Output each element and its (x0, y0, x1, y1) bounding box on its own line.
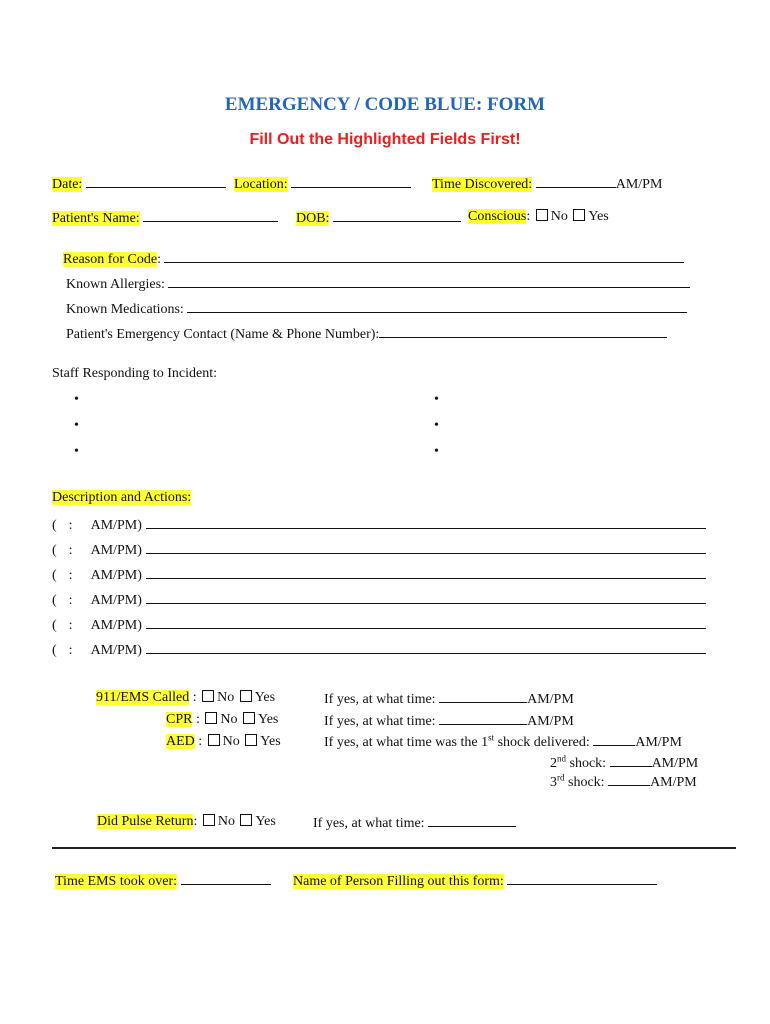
pulse-colon: : (193, 814, 198, 829)
date-row (52, 175, 226, 193)
aed-colon: : (198, 734, 203, 749)
aed-shock-prefix: If yes, at what time was the 1 (324, 735, 489, 750)
time-row-open: ( (52, 543, 57, 558)
location-label: Location: (234, 177, 288, 192)
ems-called-no-checkbox[interactable] (202, 690, 214, 702)
pulse-no-label: No (217, 814, 235, 829)
pulse-yes-checkbox[interactable] (240, 814, 252, 826)
time-row (52, 541, 706, 559)
date-field[interactable] (86, 175, 226, 188)
time-row-separator: : (68, 618, 73, 633)
ems-time-ampm: AM/PM (527, 692, 574, 707)
time-discovered-ampm: AM/PM (615, 177, 663, 192)
ems-called-colon: : (192, 690, 197, 705)
aed-shock-suffix: shock delivered: (497, 735, 590, 750)
aed-no-label: No (222, 734, 240, 749)
pulse-time-label: If yes, at what time: (313, 816, 425, 831)
time-row-open: ( (52, 618, 57, 633)
dob-label: DOB: (296, 211, 330, 226)
cpr-no-checkbox[interactable] (205, 712, 217, 724)
aed-yes-label: Yes (260, 734, 281, 749)
reason-field[interactable] (164, 250, 684, 263)
ems-called-row (96, 690, 275, 706)
time-row-field[interactable] (146, 641, 706, 654)
pulse-row (97, 814, 276, 830)
cpr-label: CPR (166, 712, 193, 727)
time-ems-row (55, 872, 271, 890)
second-shock-nd: nd (557, 753, 566, 764)
cpr-time-label: If yes, at what time: (324, 714, 436, 729)
pulse-yes-label: Yes (255, 814, 276, 829)
conscious-yes-label: Yes (588, 209, 609, 224)
location-row (234, 175, 411, 193)
cpr-time-field[interactable] (439, 712, 527, 725)
time-row-field[interactable] (146, 566, 706, 579)
pulse-time-field[interactable] (428, 814, 516, 827)
time-row-ampm: AM/PM) (90, 518, 142, 533)
third-shock-field[interactable] (608, 773, 650, 786)
medications-row (66, 300, 687, 318)
second-shock-row (550, 754, 698, 772)
time-row-separator: : (68, 543, 73, 558)
ems-called-yes-label: Yes (254, 690, 276, 705)
allergies-label: Known Allergies: (66, 277, 165, 292)
second-shock-ampm: AM/PM (651, 756, 699, 771)
first-shock-field[interactable] (593, 733, 635, 746)
time-row-field[interactable] (146, 516, 706, 529)
cpr-yes-label: Yes (257, 712, 279, 727)
form-subtitle: Fill Out the Highlighted Fields First! (249, 131, 521, 148)
name-person-row (293, 872, 657, 890)
pulse-no-checkbox[interactable] (203, 814, 215, 826)
time-row-open: ( (52, 568, 57, 583)
time-row (52, 566, 706, 584)
third-shock-ampm: AM/PM (650, 775, 697, 790)
section-divider (52, 847, 736, 849)
aed-yes-checkbox[interactable] (245, 734, 257, 746)
aed-label: AED (166, 734, 195, 749)
time-row-open: ( (52, 518, 57, 533)
dob-row (296, 209, 461, 227)
conscious-yes-checkbox[interactable] (573, 209, 585, 221)
description-label (52, 490, 191, 506)
emergency-contact-row (66, 325, 667, 343)
first-shock-ampm: AM/PM (635, 735, 682, 750)
pulse-label: Did Pulse Return (97, 814, 194, 829)
second-shock-number: 2 (550, 756, 557, 771)
allergies-row (66, 275, 690, 293)
dob-field[interactable] (333, 209, 461, 222)
emergency-contact-field[interactable] (379, 325, 667, 338)
aed-row (166, 734, 281, 750)
time-row-separator: : (68, 593, 73, 608)
time-ems-field[interactable] (181, 872, 271, 885)
emergency-contact-label: Patient's Emergency Contact (Name & Phone Number): (66, 327, 380, 342)
description-label-text: Description and Actions: (52, 490, 192, 505)
date-label: Date: (52, 177, 83, 192)
time-row-separator: : (68, 568, 73, 583)
staff-bullet: • (74, 444, 79, 459)
time-row-separator: : (68, 518, 73, 533)
location-field[interactable] (291, 175, 411, 188)
time-row-open: ( (52, 593, 57, 608)
pulse-time-row (313, 814, 516, 832)
staff-bullet: • (434, 418, 439, 433)
form-title: EMERGENCY / CODE BLUE: FORM (224, 94, 546, 115)
conscious-no-checkbox[interactable] (536, 209, 548, 221)
patient-name-label: Patient's Name: (52, 211, 140, 226)
time-row (52, 616, 706, 634)
cpr-row (166, 712, 278, 728)
time-ems-label: Time EMS took over: (55, 874, 177, 889)
medications-label: Known Medications: (66, 302, 184, 317)
ems-called-no-label: No (217, 690, 235, 705)
time-row-field[interactable] (146, 616, 706, 629)
time-row (52, 516, 706, 534)
conscious-colon: : (526, 209, 531, 224)
allergies-field[interactable] (168, 275, 690, 288)
time-row (52, 591, 706, 609)
time-row-ampm: AM/PM) (90, 643, 142, 658)
time-row-field[interactable] (146, 541, 706, 554)
reason-colon: : (157, 252, 161, 267)
reason-row (63, 250, 684, 268)
second-shock-label: shock: (569, 756, 607, 771)
ems-time-label: If yes, at what time: (324, 692, 436, 707)
cpr-colon: : (195, 712, 200, 727)
aed-shock-row (324, 733, 682, 751)
time-row-separator: : (68, 643, 73, 658)
third-shock-label: shock: (568, 775, 605, 790)
ems-time-field[interactable] (439, 690, 527, 703)
staff-responding-label: Staff Responding to Incident: (52, 366, 217, 381)
conscious-label: Conscious (468, 209, 527, 224)
time-discovered-field[interactable] (536, 175, 616, 188)
cpr-no-label: No (220, 712, 238, 727)
name-person-field[interactable] (507, 872, 657, 885)
time-row-ampm: AM/PM) (90, 593, 142, 608)
cpr-time-ampm: AM/PM (527, 714, 574, 729)
time-row (52, 641, 706, 659)
staff-bullet: • (434, 392, 439, 407)
time-row-open: ( (52, 643, 57, 658)
second-shock-field[interactable] (610, 754, 652, 767)
time-row-field[interactable] (146, 591, 706, 604)
time-row-ampm: AM/PM) (90, 568, 142, 583)
ems-called-label: 911/EMS Called (96, 690, 190, 705)
time-row-ampm: AM/PM) (90, 543, 142, 558)
aed-no-checkbox[interactable] (208, 734, 220, 746)
time-discovered-label: Time Discovered: (432, 177, 533, 192)
staff-bullet: • (434, 444, 439, 459)
reason-label: Reason for Code (63, 252, 158, 267)
time-discovered-row (432, 175, 662, 193)
ems-time-row (324, 690, 574, 708)
third-shock-row (550, 773, 697, 791)
ems-called-yes-checkbox[interactable] (240, 690, 252, 702)
third-shock-number: 3 (550, 775, 557, 790)
medications-field[interactable] (187, 300, 687, 313)
conscious-no-label: No (550, 209, 568, 224)
name-person-label: Name of Person Filling out this form: (293, 874, 504, 889)
staff-bullet: • (74, 392, 79, 407)
third-shock-rd: rd (557, 772, 565, 783)
patient-name-row (52, 209, 278, 227)
time-row-ampm: AM/PM) (90, 618, 142, 633)
staff-bullet: • (74, 418, 79, 433)
conscious-row (468, 209, 609, 225)
cpr-time-row (324, 712, 574, 730)
aed-shock-st: st (488, 732, 495, 743)
patient-name-field[interactable] (143, 209, 278, 222)
cpr-yes-checkbox[interactable] (243, 712, 255, 724)
